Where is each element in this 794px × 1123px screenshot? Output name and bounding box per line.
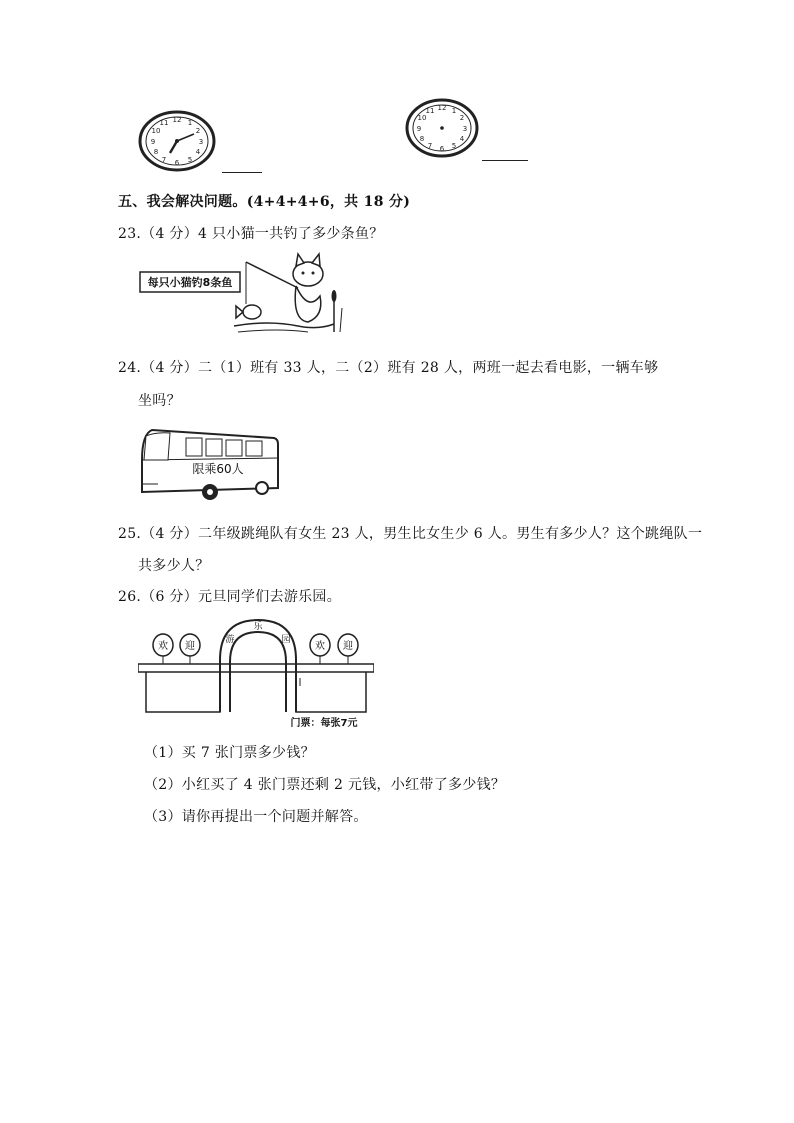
question-24-line1: 24.（4 分）二（1）班有 33 人，二（2）班有 28 人，两班一起去看电影，一辆车够 xyxy=(118,360,659,376)
question-26-sub2: （2）小红买了 4 张门票还剩 2 元钱，小红带了多少钱？ xyxy=(144,777,506,793)
svg-text:11: 11 xyxy=(425,107,435,115)
svg-text:3: 3 xyxy=(462,125,468,133)
amusement-park-gate-illustration xyxy=(138,612,374,732)
answer-blank-left[interactable] xyxy=(222,172,262,173)
bus-sign-text: 限乘60人 xyxy=(192,462,244,476)
question-25-line1: 25.（4 分）二年级跳绳队有女生 23 人，男生比女生少 6 人。男生有多少人？这个跳绳队一 xyxy=(118,526,703,542)
svg-text:11: 11 xyxy=(159,119,169,127)
svg-text:7: 7 xyxy=(161,156,167,164)
arch-char-2: 乐 xyxy=(253,622,263,632)
clock-left-icon xyxy=(138,110,216,172)
arch-char-3: 园 xyxy=(281,635,291,645)
question-25-line2: 共多少人？ xyxy=(138,558,210,574)
bus-illustration xyxy=(138,424,280,504)
cat-fishing-illustration xyxy=(138,252,348,336)
question-26-sub1: （1）买 7 张门票多少钱？ xyxy=(144,745,315,761)
answer-blank-right[interactable] xyxy=(482,160,528,161)
svg-text:1: 1 xyxy=(187,119,193,127)
balloon-3-text: 欢 xyxy=(315,641,325,652)
svg-text:10: 10 xyxy=(151,127,161,135)
svg-text:1: 1 xyxy=(451,107,457,115)
svg-text:9: 9 xyxy=(416,125,422,133)
arch-char-1: 游 xyxy=(225,635,235,645)
svg-text:6: 6 xyxy=(439,145,445,153)
ticket-price-text: 门票：每张7元 xyxy=(290,718,358,729)
balloon-4-text: 迎 xyxy=(343,641,353,652)
section-heading: 五、我会解决问题。(4+4+4+6，共 18 分) xyxy=(118,194,411,210)
svg-text:9: 9 xyxy=(150,138,156,146)
balloon-1-text: 欢 xyxy=(158,641,168,652)
question-26: 26.（6 分）元旦同学们去游乐园。 xyxy=(118,589,342,605)
svg-text:5: 5 xyxy=(187,156,193,164)
svg-text:10: 10 xyxy=(417,114,427,122)
balloon-2-text: 迎 xyxy=(185,641,195,652)
clock-right-icon xyxy=(405,98,479,158)
svg-text:7: 7 xyxy=(427,142,433,150)
question-24-line2: 坐吗？ xyxy=(138,393,181,409)
svg-text:6: 6 xyxy=(174,159,180,167)
question-26-sub3: （3）请你再提出一个问题并解答。 xyxy=(144,809,368,825)
svg-text:8: 8 xyxy=(153,148,159,156)
svg-text:4: 4 xyxy=(459,135,465,143)
svg-text:2: 2 xyxy=(195,127,201,135)
svg-text:4: 4 xyxy=(195,148,201,156)
svg-text:2: 2 xyxy=(459,114,465,122)
svg-text:12: 12 xyxy=(437,104,447,112)
svg-text:12: 12 xyxy=(172,116,182,124)
cat-sign-text: 每只小猫钓8条鱼 xyxy=(147,276,233,289)
question-23: 23.（4 分）4 只小猫一共钓了多少条鱼？ xyxy=(118,226,384,242)
svg-text:5: 5 xyxy=(451,142,457,150)
svg-text:3: 3 xyxy=(198,138,204,146)
svg-text:8: 8 xyxy=(419,135,425,143)
